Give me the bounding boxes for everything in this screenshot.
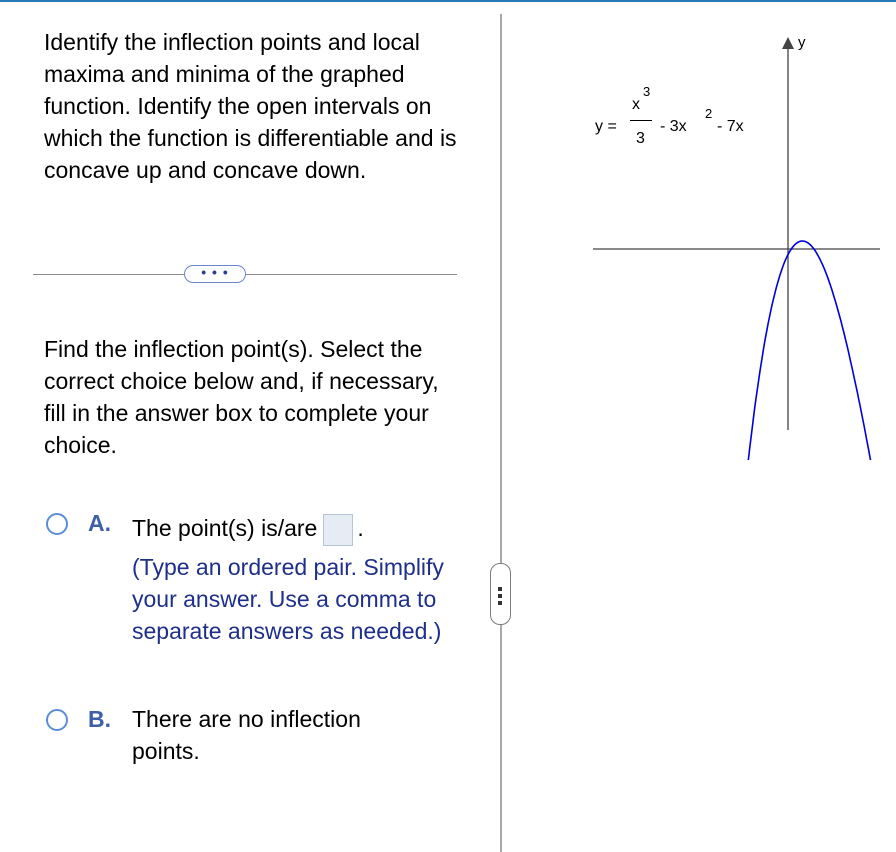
equation-rest-exponent: 2 xyxy=(705,106,713,121)
option-b-text: There are no inflection points. xyxy=(132,706,361,764)
graph-canvas xyxy=(512,20,896,460)
equation-denominator: 3 xyxy=(636,130,645,147)
panel-divider xyxy=(500,14,502,852)
equation-rest: - 3x xyxy=(660,118,687,135)
option-a-hint: (Type an ordered pair. Simplify your answer. Use a comma to separate answers as needed.) xyxy=(132,554,444,644)
option-a-text xyxy=(132,512,364,546)
equation-tail: - 7x xyxy=(717,118,744,135)
question-prompt: Identify the inflection points and local maxima and minima of the graphed function. Identify the open intervals on which the function is differentiable and is concave up and concave down. xyxy=(44,29,457,183)
subquestion-text: Find the inflection point(s). Select the correct choice below and, if necessary, fill in the answer box to complete your choice. xyxy=(44,336,439,458)
option-a-radio[interactable] xyxy=(46,513,68,535)
option-a-label: The point(s) is/are xyxy=(132,515,318,541)
option-b-radio[interactable] xyxy=(46,709,68,731)
panel-resize-handle[interactable] xyxy=(490,563,511,625)
option-a-letter: A. xyxy=(88,510,111,536)
y-axis-label: y xyxy=(798,34,806,51)
expand-more-button[interactable]: • • • xyxy=(184,265,246,283)
function-graph xyxy=(512,20,896,460)
function-curve xyxy=(684,241,882,460)
equation-lhs: y = xyxy=(595,118,617,135)
option-a-period: . xyxy=(357,515,364,541)
y-axis-arrow-icon xyxy=(782,37,794,49)
answer-input-box[interactable] xyxy=(323,514,353,546)
equation-numerator-exponent: 3 xyxy=(643,84,651,99)
option-b-letter: B. xyxy=(88,706,111,732)
equation-numerator: x xyxy=(632,96,640,113)
